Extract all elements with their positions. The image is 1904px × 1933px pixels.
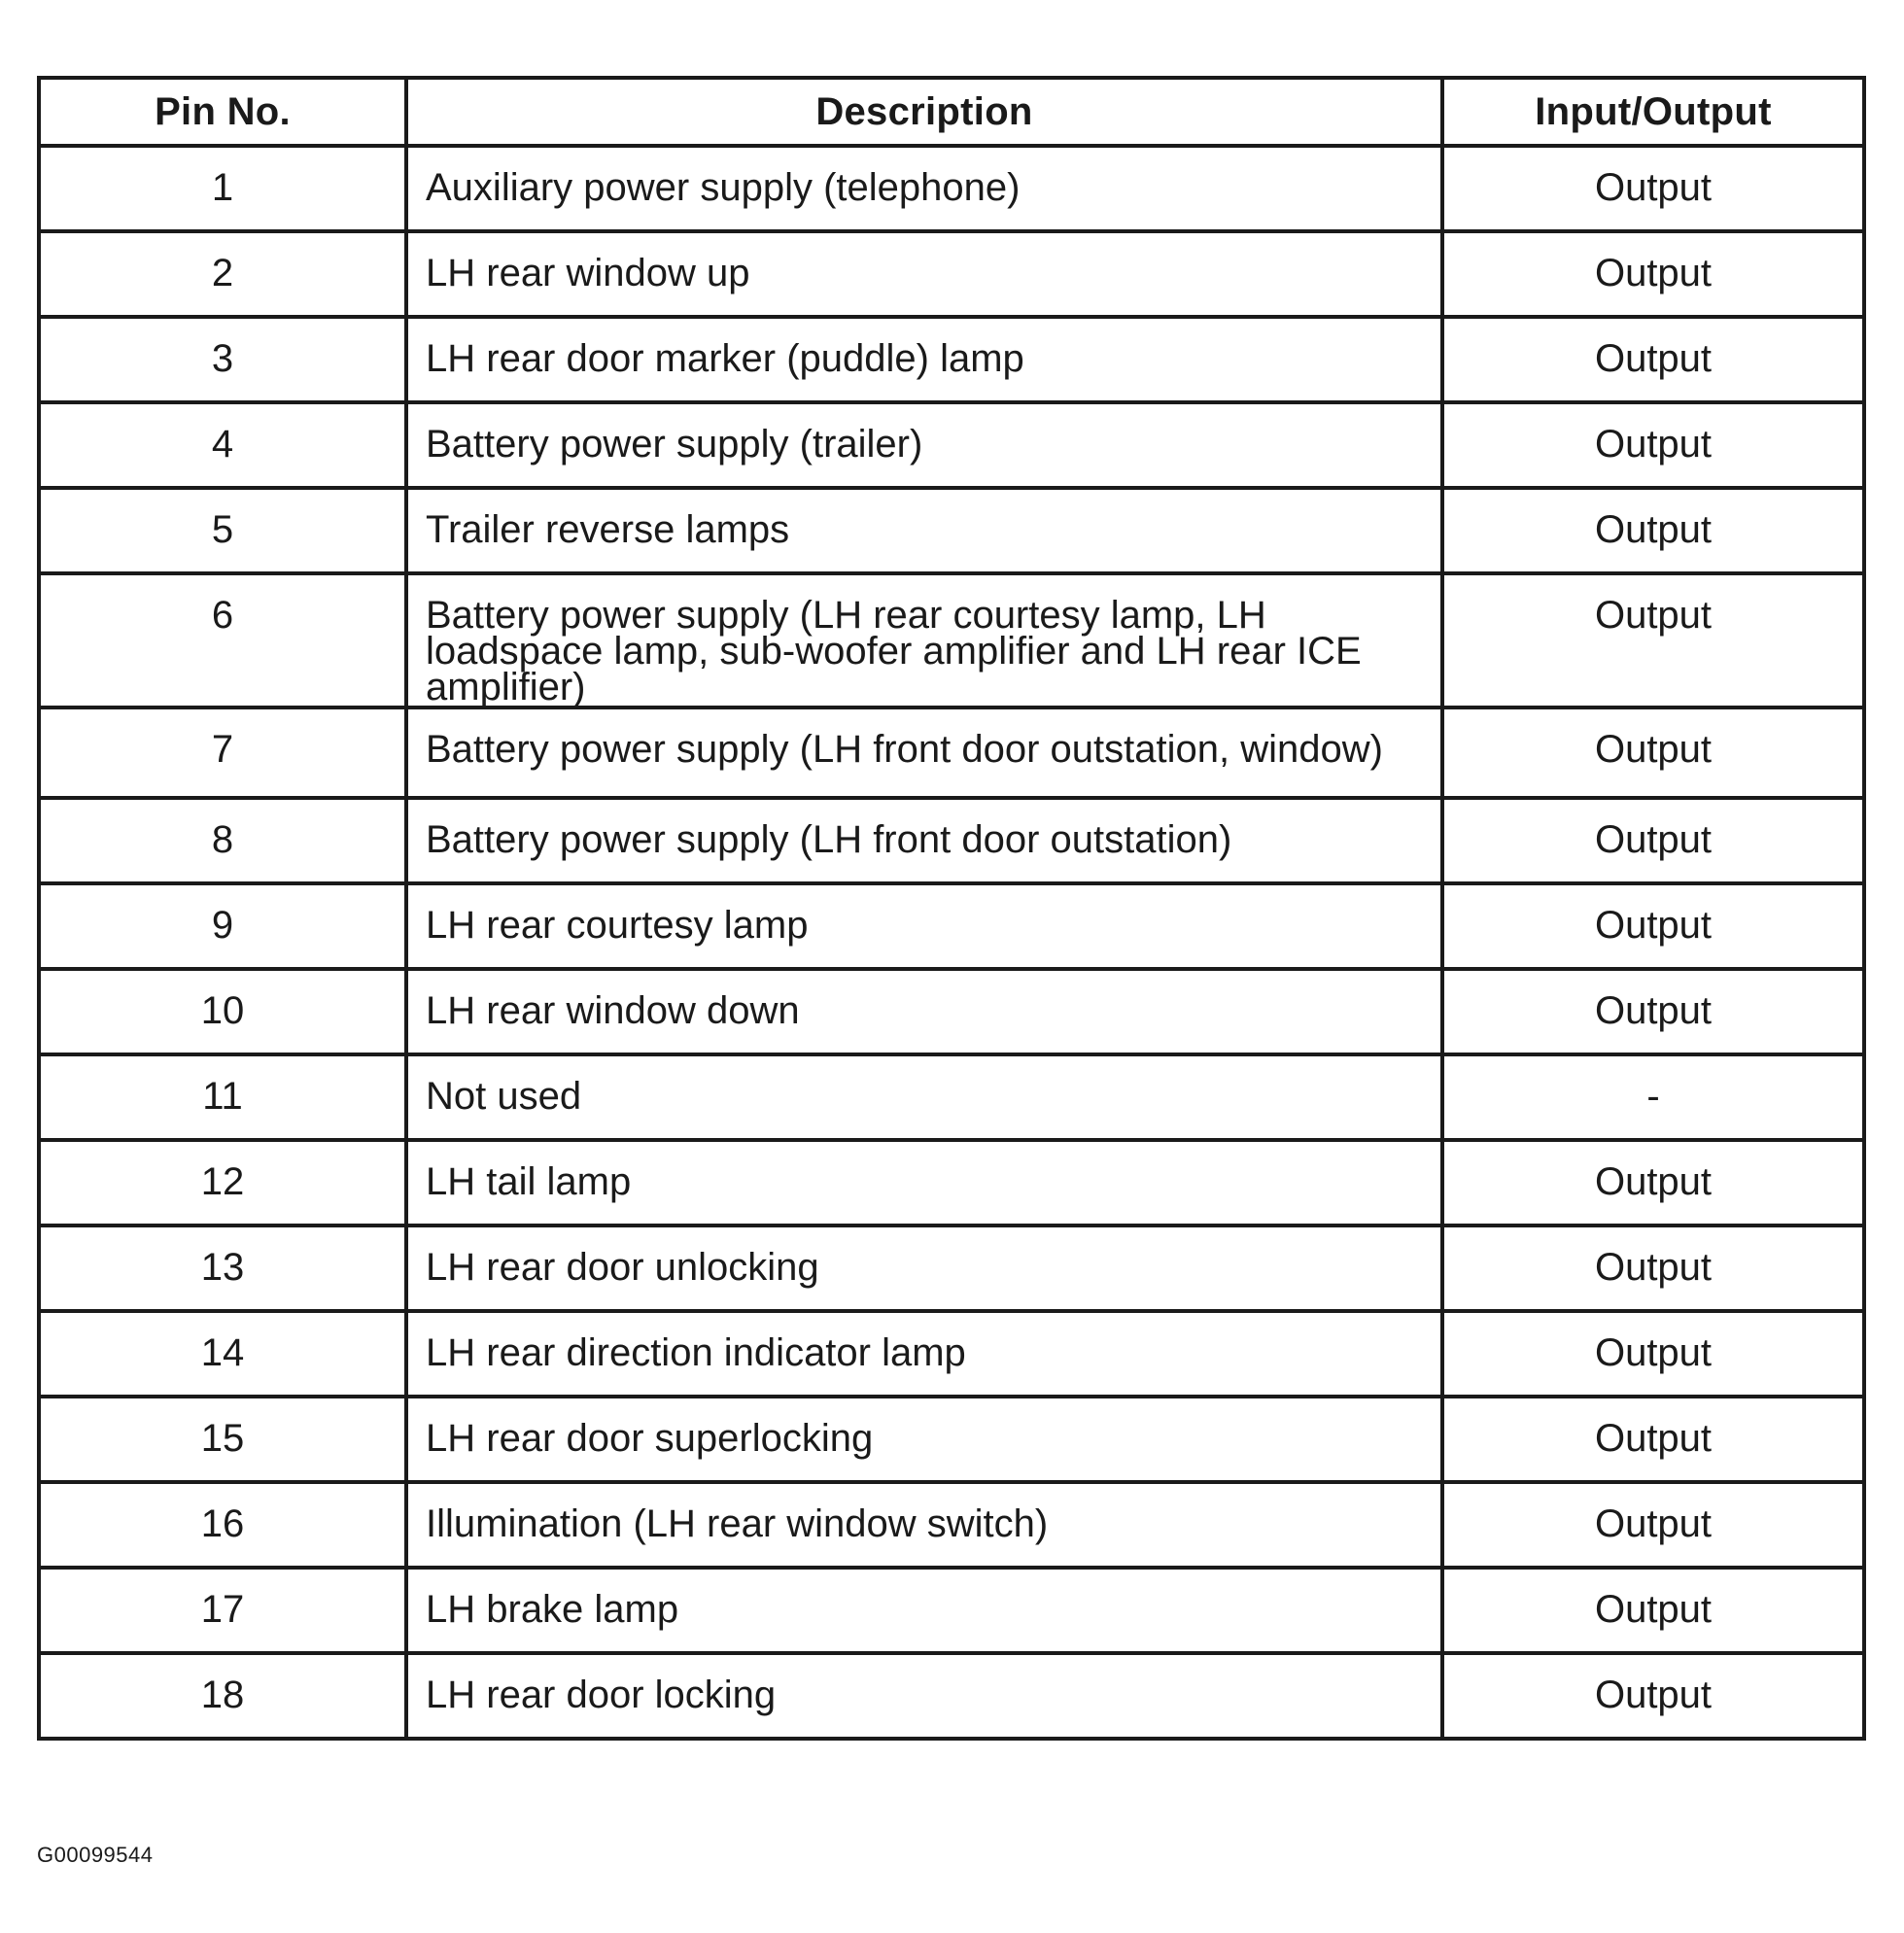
table-row: [39, 708, 1864, 798]
figure-id: G00099544: [37, 1843, 154, 1867]
description-cell: LH rear courtesy lamp: [406, 883, 1442, 969]
description-cell: Battery power supply (LH rear courtesy lamp, LH loadspace lamp, sub-woofer amplifier and LH rear ICE amplifier): [406, 573, 1442, 708]
table-row: [39, 969, 1864, 1054]
input-output-cell: Output: [1442, 146, 1864, 231]
header-description: Description: [406, 78, 1442, 146]
table-row: [39, 488, 1864, 573]
description-cell: LH rear window down: [406, 969, 1442, 1054]
table-row: [39, 1568, 1864, 1653]
input-output-cell: -: [1442, 1054, 1864, 1140]
input-output-cell: Output: [1442, 317, 1864, 402]
pin-number-cell: 3: [39, 317, 406, 402]
table-row: [39, 1482, 1864, 1568]
table-row: [39, 1311, 1864, 1397]
input-output-cell: Output: [1442, 1311, 1864, 1397]
table-row: [39, 146, 1864, 231]
input-output-cell: Output: [1442, 798, 1864, 883]
pin-number-cell: 4: [39, 402, 406, 488]
table-row: [39, 798, 1864, 883]
input-output-cell: Output: [1442, 1653, 1864, 1739]
description-cell: LH rear door marker (puddle) lamp: [406, 317, 1442, 402]
table-row: [39, 1054, 1864, 1140]
pin-number-cell: 17: [39, 1568, 406, 1653]
table-row: [39, 1653, 1864, 1739]
pin-number-cell: 13: [39, 1225, 406, 1311]
description-cell: LH brake lamp: [406, 1568, 1442, 1653]
description-cell: Battery power supply (trailer): [406, 402, 1442, 488]
pin-table: [37, 76, 1866, 1741]
input-output-cell: Output: [1442, 1568, 1864, 1653]
input-output-cell: Output: [1442, 708, 1864, 798]
pin-number-cell: 16: [39, 1482, 406, 1568]
input-output-cell: Output: [1442, 573, 1864, 708]
description-cell: Auxiliary power supply (telephone): [406, 146, 1442, 231]
table-header-row: [39, 78, 1864, 146]
pin-number-cell: 18: [39, 1653, 406, 1739]
table-row: [39, 402, 1864, 488]
pin-number-cell: 9: [39, 883, 406, 969]
description-cell: LH rear direction indicator lamp: [406, 1311, 1442, 1397]
input-output-cell: Output: [1442, 231, 1864, 317]
input-output-cell: Output: [1442, 1482, 1864, 1568]
pin-number-cell: 11: [39, 1054, 406, 1140]
input-output-cell: Output: [1442, 969, 1864, 1054]
description-cell: LH rear window up: [406, 231, 1442, 317]
table-row: [39, 1225, 1864, 1311]
pin-number-cell: 15: [39, 1397, 406, 1482]
table-row: [39, 1397, 1864, 1482]
input-output-cell: Output: [1442, 1140, 1864, 1225]
table-row: [39, 1140, 1864, 1225]
pin-number-cell: 1: [39, 146, 406, 231]
input-output-cell: Output: [1442, 1397, 1864, 1482]
header-input-output: Input/Output: [1442, 78, 1864, 146]
description-cell: Battery power supply (LH front door outstation): [406, 798, 1442, 883]
description-cell: Trailer reverse lamps: [406, 488, 1442, 573]
description-cell: LH rear door locking: [406, 1653, 1442, 1739]
description-cell: LH rear door superlocking: [406, 1397, 1442, 1482]
table-row: [39, 231, 1864, 317]
header-pin-no: Pin No.: [39, 78, 406, 146]
description-cell: Battery power supply (LH front door outstation, window): [406, 708, 1442, 798]
pin-number-cell: 5: [39, 488, 406, 573]
pin-number-cell: 12: [39, 1140, 406, 1225]
pin-number-cell: 6: [39, 573, 406, 708]
description-cell: LH rear door unlocking: [406, 1225, 1442, 1311]
description-cell: LH tail lamp: [406, 1140, 1442, 1225]
input-output-cell: Output: [1442, 402, 1864, 488]
input-output-cell: Output: [1442, 883, 1864, 969]
pin-number-cell: 2: [39, 231, 406, 317]
table-row: [39, 317, 1864, 402]
pin-number-cell: 8: [39, 798, 406, 883]
description-cell: Not used: [406, 1054, 1442, 1140]
description-cell: Illumination (LH rear window switch): [406, 1482, 1442, 1568]
table-row: [39, 573, 1864, 708]
pin-number-cell: 10: [39, 969, 406, 1054]
pin-number-cell: 7: [39, 708, 406, 798]
input-output-cell: Output: [1442, 1225, 1864, 1311]
table-row: [39, 883, 1864, 969]
pin-number-cell: 14: [39, 1311, 406, 1397]
input-output-cell: Output: [1442, 488, 1864, 573]
